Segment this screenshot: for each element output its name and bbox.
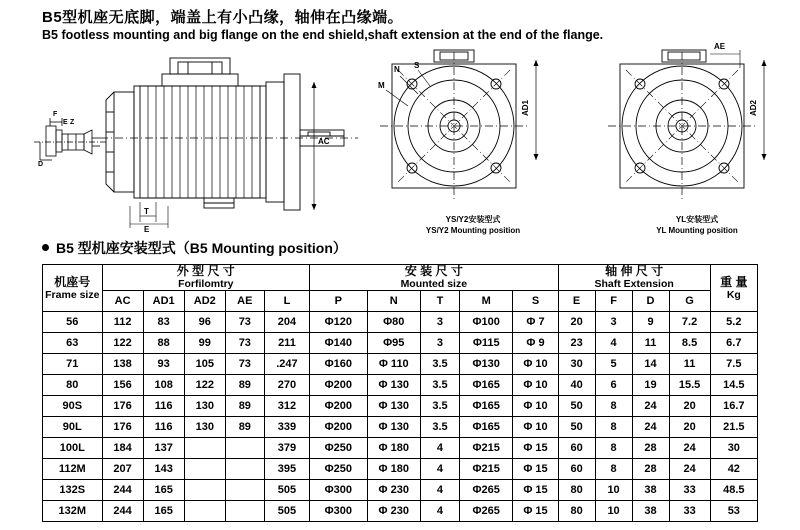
cell-frame: 71: [43, 354, 103, 375]
header-ad1: AD1: [143, 291, 184, 312]
cell-m: Φ165: [460, 375, 513, 396]
cell-l: 270: [264, 375, 309, 396]
cell-n: Φ 110: [367, 354, 420, 375]
header-ad2: AD2: [184, 291, 225, 312]
cell-frame: 90L: [43, 417, 103, 438]
cell-n: Φ 130: [367, 375, 420, 396]
cell-l: 211: [264, 333, 309, 354]
cell-kg: 6.7: [710, 333, 757, 354]
cell-l: 505: [264, 480, 309, 501]
cell-d: 19: [632, 375, 669, 396]
cell-ae: 89: [225, 375, 264, 396]
cell-p: Φ120: [310, 312, 368, 333]
cell-ad2: [184, 501, 225, 522]
table-row: [43, 333, 758, 354]
side-elevation-drawing: [100, 52, 360, 232]
cell-ad1: 116: [143, 396, 184, 417]
cell-f: 5: [595, 354, 632, 375]
cell-f: 10: [595, 501, 632, 522]
cell-l: 379: [264, 438, 309, 459]
table-row: [43, 438, 758, 459]
header-d: D: [632, 291, 669, 312]
cell-d: 9: [632, 312, 669, 333]
cell-frame: 132M: [43, 501, 103, 522]
cell-ae: [225, 459, 264, 480]
cell-f: 3: [595, 312, 632, 333]
cell-kg: 5.2: [710, 312, 757, 333]
cell-ad2: 96: [184, 312, 225, 333]
cell-g: 15.5: [669, 375, 710, 396]
cell-ad1: 83: [143, 312, 184, 333]
cell-d: 14: [632, 354, 669, 375]
cell-t: 3.5: [420, 354, 459, 375]
cell-t: 3.5: [420, 396, 459, 417]
cell-e: 50: [558, 417, 595, 438]
cell-m: Φ215: [460, 438, 513, 459]
cell-t: 3.5: [420, 375, 459, 396]
cell-s: Φ 15: [513, 480, 558, 501]
cell-g: 24: [669, 438, 710, 459]
cell-ae: [225, 501, 264, 522]
cell-d: 28: [632, 438, 669, 459]
cell-kg: 48.5: [710, 480, 757, 501]
cell-s: Φ 10: [513, 417, 558, 438]
caption-ys-y2: YS/Y2安装型式 YS/Y2 Mounting position: [425, 215, 521, 235]
header-frame-size: 机座号 Frame size: [43, 265, 103, 312]
table-row: [43, 375, 758, 396]
cell-d: 24: [632, 396, 669, 417]
cell-ac: 207: [102, 459, 143, 480]
cell-n: Φ80: [367, 312, 420, 333]
shaft-detail-drawing: [30, 104, 110, 174]
cell-t: 3: [420, 312, 459, 333]
cell-t: 4: [420, 438, 459, 459]
cell-p: Φ140: [310, 333, 368, 354]
svg-text:S: S: [414, 61, 420, 70]
cell-n: Φ 130: [367, 396, 420, 417]
table-row: [43, 312, 758, 333]
cell-n: Φ95: [367, 333, 420, 354]
cell-t: 4: [420, 459, 459, 480]
svg-text:D: D: [38, 161, 44, 168]
cell-g: 11: [669, 354, 710, 375]
cell-l: 312: [264, 396, 309, 417]
cell-e: 23: [558, 333, 595, 354]
cell-ae: 73: [225, 312, 264, 333]
cell-g: 7.2: [669, 312, 710, 333]
cell-ad2: 122: [184, 375, 225, 396]
cell-l: 339: [264, 417, 309, 438]
svg-text:M: M: [378, 81, 385, 90]
table-row: [43, 480, 758, 501]
cell-g: 20: [669, 396, 710, 417]
cell-p: Φ250: [310, 438, 368, 459]
page-title-zh: B5型机座无底脚，端盖上有小凸缘，轴伸在凸缘端。: [42, 9, 404, 26]
svg-text:E: E: [63, 119, 68, 126]
cell-t: 4: [420, 480, 459, 501]
cell-ad2: [184, 459, 225, 480]
cell-l: .247: [264, 354, 309, 375]
cell-e: 30: [558, 354, 595, 375]
cell-kg: 7.5: [710, 354, 757, 375]
cell-frame: 100L: [43, 438, 103, 459]
cell-ad2: 130: [184, 417, 225, 438]
cell-ac: 156: [102, 375, 143, 396]
cell-t: 4: [420, 501, 459, 522]
cell-g: 33: [669, 480, 710, 501]
cell-d: 28: [632, 459, 669, 480]
header-weight: 重 量 Kg: [710, 265, 757, 312]
cell-l: 505: [264, 501, 309, 522]
cell-frame: 112M: [43, 459, 103, 480]
cell-ac: 176: [102, 417, 143, 438]
cell-n: Φ 180: [367, 438, 420, 459]
cell-s: Φ 15: [513, 501, 558, 522]
cell-m: Φ165: [460, 396, 513, 417]
cell-e: 80: [558, 501, 595, 522]
cell-ad1: 165: [143, 501, 184, 522]
svg-text:Z: Z: [70, 119, 75, 126]
cell-ac: 112: [102, 312, 143, 333]
cell-d: 11: [632, 333, 669, 354]
cell-ac: 244: [102, 501, 143, 522]
table-row: [43, 501, 758, 522]
cell-ad1: 93: [143, 354, 184, 375]
cell-m: Φ130: [460, 354, 513, 375]
cell-e: 60: [558, 438, 595, 459]
cell-ae: 73: [225, 333, 264, 354]
cell-frame: 132S: [43, 480, 103, 501]
svg-text:E: E: [144, 225, 150, 234]
header-f: F: [595, 291, 632, 312]
cell-s: Φ 7: [513, 312, 558, 333]
cell-e: 60: [558, 459, 595, 480]
cell-l: 204: [264, 312, 309, 333]
table-row: [43, 459, 758, 480]
cell-f: 10: [595, 480, 632, 501]
cell-kg: 14.5: [710, 375, 757, 396]
cell-t: 3: [420, 333, 459, 354]
cell-p: Φ160: [310, 354, 368, 375]
cell-f: 8: [595, 459, 632, 480]
ys-y2-flange-drawing: [378, 50, 558, 230]
cell-f: 4: [595, 333, 632, 354]
cell-ac: 122: [102, 333, 143, 354]
cell-ad1: 137: [143, 438, 184, 459]
cell-frame: 80: [43, 375, 103, 396]
cell-m: Φ215: [460, 459, 513, 480]
cell-n: Φ 180: [367, 459, 420, 480]
header-m: M: [460, 291, 513, 312]
header-t: T: [420, 291, 459, 312]
cell-kg: 16.7: [710, 396, 757, 417]
cell-ad2: [184, 480, 225, 501]
cell-e: 40: [558, 375, 595, 396]
cell-n: Φ 130: [367, 417, 420, 438]
cell-f: 6: [595, 375, 632, 396]
svg-text:N: N: [394, 65, 400, 74]
table-row: [43, 354, 758, 375]
cell-ad1: 88: [143, 333, 184, 354]
cell-ae: 89: [225, 417, 264, 438]
cell-m: Φ115: [460, 333, 513, 354]
section-heading-text: B5 型机座安装型式（B5 Mounting position）: [56, 240, 347, 256]
cell-p: Φ300: [310, 480, 368, 501]
svg-text:AD1: AD1: [521, 99, 530, 116]
cell-s: Φ 10: [513, 354, 558, 375]
cell-m: Φ100: [460, 312, 513, 333]
header-n: N: [367, 291, 420, 312]
cell-frame: 90S: [43, 396, 103, 417]
cell-t: 3.5: [420, 417, 459, 438]
cell-ae: [225, 438, 264, 459]
cell-d: 24: [632, 417, 669, 438]
cell-ad2: [184, 438, 225, 459]
cell-d: 38: [632, 480, 669, 501]
svg-text:F: F: [53, 111, 58, 118]
cell-m: Φ265: [460, 480, 513, 501]
header-l: L: [264, 291, 309, 312]
cell-s: Φ 10: [513, 375, 558, 396]
cell-m: Φ265: [460, 501, 513, 522]
section-heading: [42, 238, 347, 258]
cell-n: Φ 230: [367, 480, 420, 501]
cell-m: Φ165: [460, 417, 513, 438]
caption-yl: YL安装型式 YL Mounting position: [656, 215, 738, 235]
header-p: P: [310, 291, 368, 312]
cell-e: 80: [558, 480, 595, 501]
cell-ae: 73: [225, 354, 264, 375]
cell-ad1: 116: [143, 417, 184, 438]
header-ac: AC: [102, 291, 143, 312]
cell-g: 20: [669, 417, 710, 438]
svg-text:T: T: [144, 207, 149, 216]
cell-g: 33: [669, 501, 710, 522]
cell-kg: 42: [710, 459, 757, 480]
cell-ac: 244: [102, 480, 143, 501]
cell-frame: 63: [43, 333, 103, 354]
cell-ad2: 130: [184, 396, 225, 417]
cell-p: Φ200: [310, 396, 368, 417]
cell-p: Φ200: [310, 375, 368, 396]
cell-ae: [225, 480, 264, 501]
cell-g: 24: [669, 459, 710, 480]
cell-s: Φ 10: [513, 396, 558, 417]
spec-table-body: [43, 312, 758, 522]
cell-p: Φ300: [310, 501, 368, 522]
cell-s: Φ 9: [513, 333, 558, 354]
cell-ac: 184: [102, 438, 143, 459]
cell-d: 38: [632, 501, 669, 522]
table-row: [43, 396, 758, 417]
page-title-en: B5 footless mounting and big flange on the end shield,shaft extension at the end of the flange.: [42, 28, 604, 42]
spec-table: [42, 264, 758, 522]
cell-f: 8: [595, 417, 632, 438]
yl-flange-drawing: [606, 42, 786, 230]
cell-p: Φ250: [310, 459, 368, 480]
cell-ad1: 165: [143, 480, 184, 501]
svg-text:AC: AC: [318, 137, 330, 146]
svg-text:AE: AE: [714, 42, 726, 51]
cell-ac: 138: [102, 354, 143, 375]
cell-ad2: 105: [184, 354, 225, 375]
cell-e: 20: [558, 312, 595, 333]
header-mounted-size: 安 装 尺 寸 Mounted size: [310, 265, 559, 291]
cell-s: Φ 15: [513, 459, 558, 480]
header-ae: AE: [225, 291, 264, 312]
header-shaft-extension: 轴 伸 尺 寸 Shaft Extension: [558, 265, 710, 291]
svg-text:AD2: AD2: [749, 99, 758, 116]
cell-p: Φ200: [310, 417, 368, 438]
cell-kg: 53: [710, 501, 757, 522]
cell-s: Φ 15: [513, 438, 558, 459]
table-row: [43, 417, 758, 438]
drawings-area: [0, 42, 800, 236]
cell-ad1: 143: [143, 459, 184, 480]
cell-ad2: 99: [184, 333, 225, 354]
cell-ad1: 108: [143, 375, 184, 396]
cell-frame: 56: [43, 312, 103, 333]
cell-kg: 30: [710, 438, 757, 459]
header-g: G: [669, 291, 710, 312]
bullet-icon: [42, 244, 49, 251]
header-s: S: [513, 291, 558, 312]
cell-ac: 176: [102, 396, 143, 417]
cell-n: Φ 230: [367, 501, 420, 522]
cell-ae: 89: [225, 396, 264, 417]
cell-g: 8.5: [669, 333, 710, 354]
cell-f: 8: [595, 438, 632, 459]
cell-l: 395: [264, 459, 309, 480]
cell-f: 8: [595, 396, 632, 417]
header-forfilomtry: 外 型 尺 寸 Forfilomtry: [102, 265, 309, 291]
header-e: E: [558, 291, 595, 312]
cell-kg: 21.5: [710, 417, 757, 438]
cell-e: 50: [558, 396, 595, 417]
